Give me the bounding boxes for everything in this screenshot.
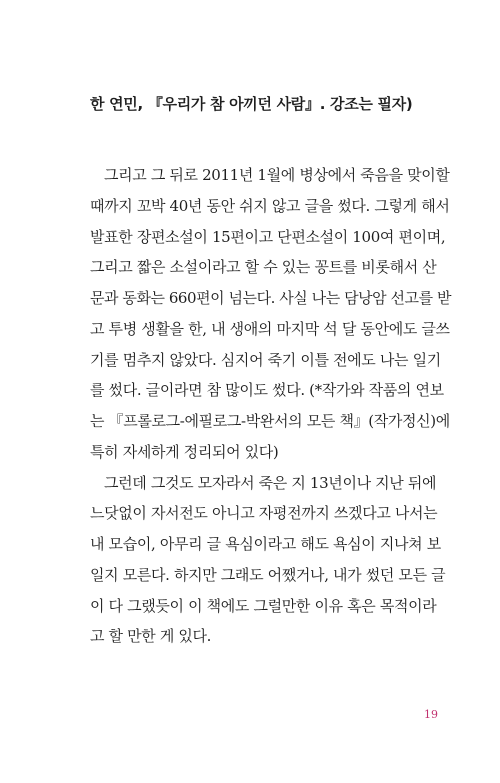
text-line: 를 썼다. 글이라면 참 많이도 썼다. (*작가와 작품의 연보 bbox=[90, 381, 444, 400]
text-line: 특히 자세하게 정리되어 있다) bbox=[90, 442, 279, 461]
text-line: 때까지 꼬박 40년 동안 쉬지 않고 글을 썼다. 그렇게 해서 bbox=[90, 196, 450, 215]
text-line: 그리고 짧은 소설이라고 할 수 있는 꽁트를 비롯해서 산 bbox=[90, 258, 437, 277]
paragraph-1 bbox=[90, 160, 452, 468]
text-line: 고 할 만한 게 있다. bbox=[90, 627, 212, 646]
text-line: 내 모습이, 아무리 글 욕심이라고 해도 욕심이 지나쳐 보 bbox=[90, 535, 441, 553]
text-line: 발표한 장편소설이 15편이고 단편소설이 100여 편이며, bbox=[90, 227, 446, 246]
text-line: 고 투병 생활을 한, 내 생애의 마지막 석 달 동안에도 글쓰 bbox=[90, 319, 450, 338]
text-line: 그리고 그 뒤로 2011년 1월에 병상에서 죽음을 맞이할 bbox=[104, 166, 450, 184]
paragraph-2 bbox=[90, 468, 452, 653]
text-line: 기를 멈추지 않았다. 심지어 죽기 이틀 전에도 나는 일기 bbox=[90, 350, 441, 369]
text-line: 느닷없이 자서전도 아니고 자평전까지 쓰겠다고 나서는 bbox=[90, 504, 438, 523]
text-line: 이 다 그랬듯이 이 책에도 그럴만한 이유 혹은 목적이라 bbox=[90, 596, 437, 615]
page-number: 19 bbox=[424, 708, 438, 721]
body-text bbox=[90, 160, 452, 652]
text-line: 일지 모른다. 하지만 그래도 어쨌거나, 내가 썼던 모든 글 bbox=[90, 565, 446, 584]
text-line: 는 『프롤로그-에필로그-박완서의 모든 책』(작가정신)에 bbox=[90, 412, 450, 430]
text-line: 그런데 그것도 모자라서 죽은 지 13년이나 지난 뒤에 bbox=[104, 473, 437, 492]
text-line: 문과 동화는 660편이 넘는다. 사실 나는 담낭암 선고를 받 bbox=[90, 289, 451, 307]
lead-line: 한 연민, 『우리가 참 아끼던 사람』. 강조는 필자) bbox=[90, 95, 413, 113]
